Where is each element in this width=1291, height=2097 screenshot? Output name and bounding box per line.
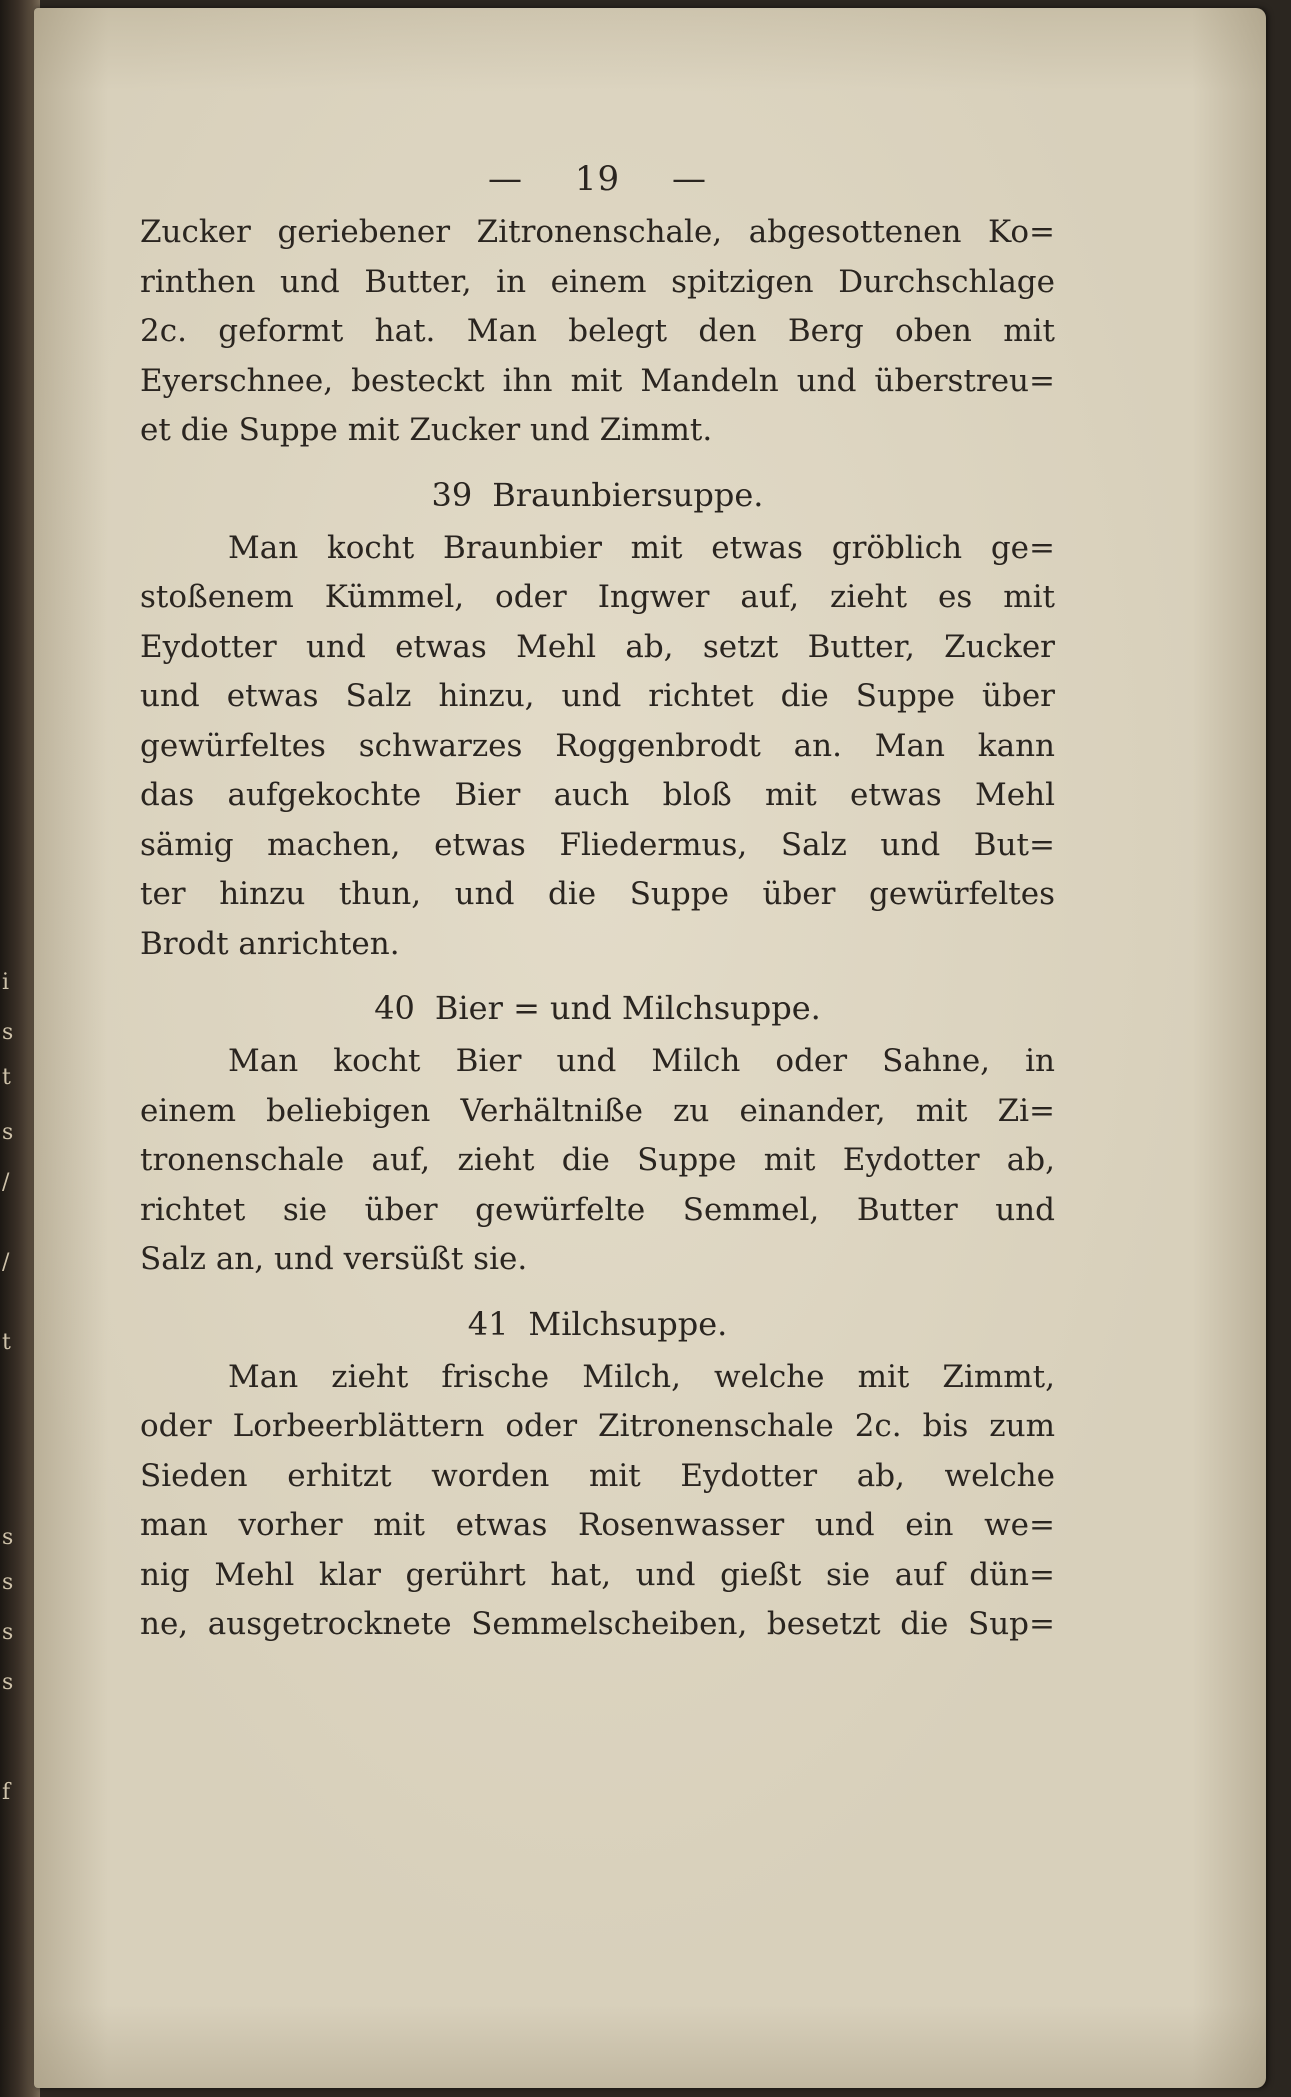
page-number: 19 [574, 159, 621, 199]
edge-glyph: s [2, 1570, 14, 1595]
text-line: rinthen und Butter, in einem spitzigen Durchschlage [140, 263, 1055, 300]
edge-glyph: i [2, 970, 10, 995]
recipe-number: 39 [431, 475, 473, 514]
edge-glyph: s [2, 1620, 14, 1645]
recipe-body-41 [140, 1353, 1055, 1650]
previous-page-edge [0, 0, 30, 2097]
text-line: Sieden erhitzt worden mit Eydotter ab, welche [140, 1457, 1055, 1494]
text-line: Salz an, und versüßt sie. [140, 1241, 528, 1277]
text-line: Brodt anrichten. [140, 925, 400, 962]
recipe-title: Milchsuppe. [528, 1304, 728, 1343]
text-line: einem beliebigen Verhältniße zu einander, mit Zi= [140, 1092, 1055, 1129]
text-line: sämig machen, etwas Fliedermus, Salz und But= [140, 826, 1055, 863]
recipe-body-39 [140, 524, 1055, 970]
recipe-heading-41 [140, 1295, 1055, 1353]
page-text [140, 150, 1055, 1650]
edge-glyph: / [2, 1250, 10, 1275]
text-line: man vorher mit etwas Rosenwasser und ein we= [140, 1507, 1055, 1543]
text-line: gewürfeltes schwarzes Roggenbrodt an. Man kann [140, 727, 1055, 764]
intro-paragraph [140, 208, 1055, 456]
text-line: nig Mehl klar gerührt hat, und gießt sie auf dün= [140, 1556, 1055, 1593]
text-line: Eyerschnee, besteckt ihn mit Mandeln und überstreu= [140, 362, 1055, 399]
running-header [140, 150, 1055, 208]
header-dash-left: — [488, 159, 524, 199]
text-line: oder Lorbeerblättern oder Zitronenschale 2c. bis zum [140, 1408, 1055, 1444]
edge-glyph: t [2, 1330, 11, 1355]
recipe-number: 41 [467, 1304, 509, 1343]
edge-glyph: t [2, 1065, 11, 1090]
text-line: Man kocht Braunbier mit etwas gröblich ge= [228, 529, 1055, 566]
recipe-body-40 [140, 1037, 1055, 1285]
text-line: et die Suppe mit Zucker und Zimmt. [140, 412, 713, 448]
recipe-heading-39 [140, 466, 1055, 524]
edge-glyph: s [2, 1120, 14, 1145]
text-line: richtet sie über gewürfelte Semmel, Butter und [140, 1191, 1055, 1228]
text-line: das aufgekochte Bier auch bloß mit etwas Mehl [140, 777, 1055, 813]
text-line: 2c. geformt hat. Man belegt den Berg oben mit [140, 313, 1055, 349]
edge-glyph: s [2, 1525, 14, 1550]
text-line: und etwas Salz hinzu, und richtet die Suppe über [140, 678, 1055, 714]
recipe-number: 40 [374, 989, 415, 1027]
recipe-title: Braunbiersuppe. [492, 475, 764, 514]
text-line: Zucker geriebener Zitronenschale, abgesottenen Ko= [140, 214, 1055, 250]
text-line: tronenschale auf, zieht die Suppe mit Eydotter ab, [140, 1142, 1055, 1178]
text-line: ter hinzu thun, und die Suppe über gewürfeltes [140, 876, 1055, 912]
edge-glyph: s [2, 1670, 14, 1695]
text-line: Man zieht frische Milch, welche mit Zimmt, [228, 1358, 1055, 1395]
recipe-title: Bier = und Milchsuppe. [434, 989, 821, 1027]
header-dash-right: — [671, 159, 707, 199]
text-line: ne, ausgetrocknete Semmelscheiben, besetzt die Sup= [140, 1606, 1055, 1642]
text-line: Man kocht Bier und Milch oder Sahne, in [228, 1043, 1055, 1079]
edge-glyph: / [2, 1170, 10, 1195]
text-line: stoßenem Kümmel, oder Ingwer auf, zieht es mit [140, 579, 1055, 615]
recipe-heading-40 [140, 979, 1055, 1037]
edge-glyph: s [2, 1020, 14, 1045]
edge-glyph: f [2, 1780, 11, 1805]
text-line: Eydotter und etwas Mehl ab, setzt Butter, Zucker [140, 628, 1055, 665]
